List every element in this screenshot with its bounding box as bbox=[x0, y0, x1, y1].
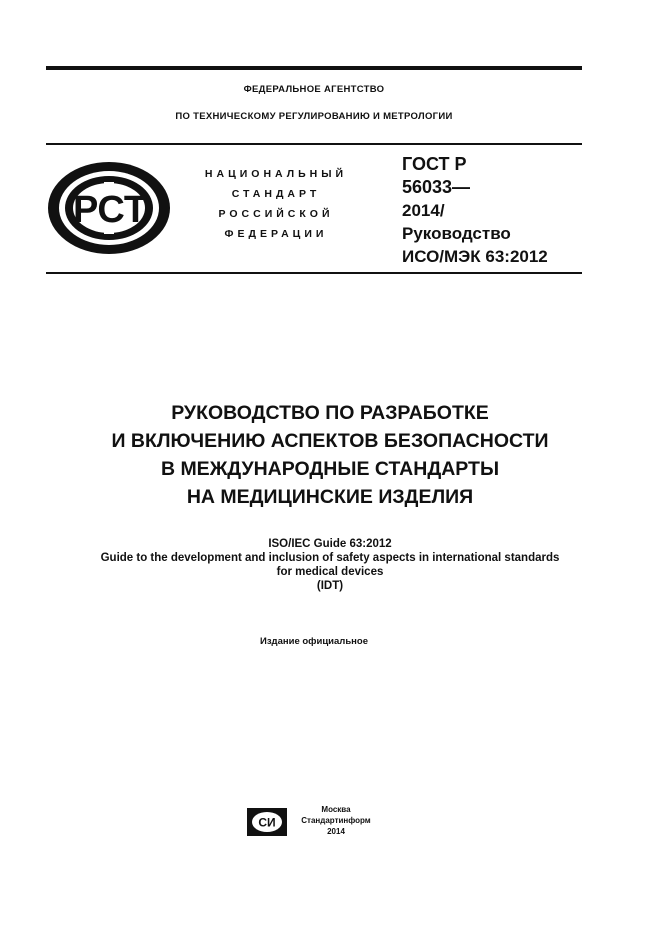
publisher-name: Стандартинформ bbox=[301, 816, 371, 825]
title-line-3: В МЕЖДУНАРОДНЫЕ СТАНДАРТЫ bbox=[160, 458, 500, 480]
english-line-2: Guide to the development and inclusion of safety aspects in international standards bbox=[100, 552, 560, 564]
agency-line-2: ПО ТЕХНИЧЕСКОМУ РЕГУЛИРОВАНИЮ И МЕТРОЛОГИИ bbox=[175, 111, 453, 122]
english-title bbox=[10, 537, 650, 593]
publisher-logo-text: СИ bbox=[258, 815, 276, 830]
english-line-3: for medical devices bbox=[276, 566, 384, 578]
publisher-city: Москва bbox=[321, 805, 351, 814]
national-standard-line-4: ФЕДЕРАЦИИ bbox=[224, 228, 328, 240]
designation-line-2: 56033— bbox=[402, 177, 471, 197]
title-line-1: РУКОВОДСТВО ПО РАЗРАБОТКЕ bbox=[171, 402, 489, 424]
standard-designation bbox=[402, 153, 548, 268]
publisher-info bbox=[296, 804, 376, 837]
standartinform-logo-icon bbox=[247, 808, 287, 836]
top-rule bbox=[46, 66, 582, 70]
national-standard-line-1: НАЦИОНАЛЬНЫЙ bbox=[204, 168, 348, 180]
designation-line-1: ГОСТ Р bbox=[402, 154, 467, 174]
title-line-2: И ВКЛЮЧЕНИЮ АСПЕКТОВ БЕЗОПАСНОСТИ bbox=[111, 430, 549, 452]
publisher-year: 2014 bbox=[327, 827, 345, 836]
english-line-4: (IDT) bbox=[316, 580, 344, 592]
national-standard-line-2: СТАНДАРТ bbox=[231, 188, 321, 200]
seal-text: РСТ bbox=[72, 189, 148, 231]
national-standard-line-3: РОССИЙСКОЙ bbox=[218, 208, 334, 220]
designation-line-3: 2014/ bbox=[402, 201, 445, 220]
document-title bbox=[40, 399, 620, 511]
header-rule bbox=[46, 143, 582, 145]
header-bottom-rule bbox=[46, 272, 582, 274]
designation-line-4: Руководство bbox=[402, 224, 511, 243]
agency-line-1: ФЕДЕРАЛЬНОЕ АГЕНТСТВО bbox=[243, 84, 385, 95]
english-line-1: ISO/IEC Guide 63:2012 bbox=[268, 538, 392, 550]
gost-r-seal-icon bbox=[46, 160, 172, 256]
title-line-4: НА МЕДИЦИНСКИЕ ИЗДЕЛИЯ bbox=[186, 486, 474, 508]
edition-label: Издание официальное bbox=[260, 636, 368, 647]
designation-line-5: ИСО/МЭК 63:2012 bbox=[402, 247, 548, 266]
